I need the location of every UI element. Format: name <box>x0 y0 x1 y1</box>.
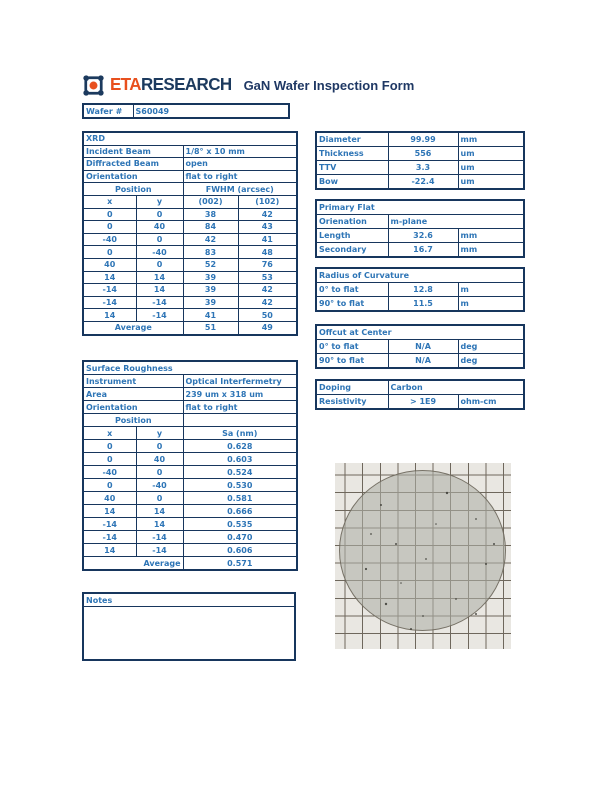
doping-label: Doping <box>316 380 388 395</box>
cell-sa: 0.606 <box>183 544 297 557</box>
doping-table <box>315 379 525 410</box>
cell-x: 0 <box>83 246 136 259</box>
cell-sa: 0.628 <box>183 440 297 453</box>
sr-row <box>83 505 297 518</box>
notes-body <box>83 607 295 661</box>
form-header <box>82 72 414 98</box>
cell-y: 0 <box>136 233 183 246</box>
sr-average-value: 0.571 <box>183 557 297 571</box>
radius-of-curvature-table <box>315 267 525 312</box>
cell-102: 43 <box>238 221 297 234</box>
cell-y: 14 <box>136 518 183 531</box>
xrd-row <box>83 221 297 234</box>
pf-secondary-unit: mm <box>458 243 524 258</box>
xrd-row <box>83 271 297 284</box>
dimension-row <box>316 132 524 147</box>
cell-y: 14 <box>136 505 183 518</box>
cell-002: 83 <box>183 246 238 259</box>
cell-x: 0 <box>83 479 136 492</box>
xrd-row <box>83 258 297 271</box>
cell-y: -14 <box>136 531 183 544</box>
cell-x: 40 <box>83 258 136 271</box>
sr-row <box>83 492 297 505</box>
wafer-number-value: S60049 <box>133 104 289 118</box>
sr-col-x: x <box>83 427 136 440</box>
notes-title: Notes <box>83 593 295 607</box>
cell-y: 14 <box>136 271 183 284</box>
surface-roughness-table <box>82 360 298 571</box>
notes-section <box>82 592 296 661</box>
cell-002: 39 <box>183 284 238 297</box>
bow-unit: um <box>458 175 524 190</box>
sr-row <box>83 479 297 492</box>
instrument-label: Instrument <box>83 375 183 388</box>
cell-002: 39 <box>183 296 238 309</box>
cell-x: 0 <box>83 221 136 234</box>
cell-x: 0 <box>83 453 136 466</box>
roc-0-value: 12.8 <box>388 283 458 297</box>
thickness-label: Thickness <box>316 147 388 161</box>
cell-002: 39 <box>183 271 238 284</box>
cell-sa: 0.666 <box>183 505 297 518</box>
cell-x: 14 <box>83 271 136 284</box>
offcut-90-label: 90° to flat <box>316 354 388 369</box>
sr-orientation-label: Orientation <box>83 401 183 414</box>
cell-x: -40 <box>83 233 136 246</box>
xrd-average-102: 49 <box>238 321 297 334</box>
bow-value: -22.4 <box>388 175 458 190</box>
diameter-label: Diameter <box>316 132 388 147</box>
roc-90-value: 11.5 <box>388 297 458 312</box>
resistivity-label: Resistivity <box>316 395 388 410</box>
cell-x: 0 <box>83 208 136 221</box>
xrd-orientation-value: flat to right <box>183 170 297 183</box>
sr-row <box>83 518 297 531</box>
cell-y: -14 <box>136 296 183 309</box>
wafer-number-label: Wafer # <box>83 104 133 118</box>
cell-102: 42 <box>238 296 297 309</box>
primary-flat-title: Primary Flat <box>316 200 524 215</box>
sr-average-row <box>83 557 297 571</box>
dimensions-table <box>315 131 525 190</box>
cell-sa: 0.470 <box>183 531 297 544</box>
cell-102: 53 <box>238 271 297 284</box>
primary-flat-table <box>315 199 525 258</box>
roc-0-label: 0° to flat <box>316 283 388 297</box>
roc-0-unit: m <box>458 283 524 297</box>
pf-orientation-value: m-plane <box>388 215 524 229</box>
pf-length-unit: mm <box>458 229 524 243</box>
logo-eta-text: ETA <box>110 74 141 95</box>
diffracted-beam-value: open <box>183 158 297 171</box>
xrd-row <box>83 284 297 297</box>
offcut-title: Offcut at Center <box>316 325 524 340</box>
sr-col-y: y <box>136 427 183 440</box>
area-value: 239 um x 318 um <box>183 388 297 401</box>
doping-value: Carbon <box>388 380 524 395</box>
cell-102: 42 <box>238 208 297 221</box>
diameter-unit: mm <box>458 132 524 147</box>
cell-y: 0 <box>136 466 183 479</box>
cell-y: 0 <box>136 440 183 453</box>
offcut-row <box>316 354 524 369</box>
cell-y: 0 <box>136 258 183 271</box>
cell-102: 42 <box>238 284 297 297</box>
cell-x: 14 <box>83 544 136 557</box>
diameter-value: 99.99 <box>388 132 458 147</box>
cell-sa: 0.581 <box>183 492 297 505</box>
cell-002: 38 <box>183 208 238 221</box>
cell-y: -40 <box>136 479 183 492</box>
offcut-0-value: N/A <box>388 340 458 354</box>
bow-label: Bow <box>316 175 388 190</box>
xrd-row <box>83 296 297 309</box>
cell-y: 40 <box>136 453 183 466</box>
cell-x: -14 <box>83 518 136 531</box>
cell-y: -40 <box>136 246 183 259</box>
sr-row <box>83 440 297 453</box>
sr-row <box>83 531 297 544</box>
offcut-0-unit: deg <box>458 340 524 354</box>
sr-position-header: Position <box>83 414 183 427</box>
cell-x: 14 <box>83 309 136 322</box>
cell-sa: 0.535 <box>183 518 297 531</box>
diffracted-beam-label: Diffracted Beam <box>83 158 183 171</box>
cell-x: 0 <box>83 440 136 453</box>
sr-average-label: Average <box>83 557 183 571</box>
cell-y: 40 <box>136 221 183 234</box>
xrd-col-y: y <box>136 195 183 208</box>
cell-x: 40 <box>83 492 136 505</box>
xrd-row <box>83 233 297 246</box>
page-title: GaN Wafer Inspection Form <box>243 77 415 93</box>
sr-position-header-empty <box>183 414 297 427</box>
pf-orientation-label: Orienation <box>316 215 388 229</box>
wafer-specks <box>335 463 511 649</box>
wafer-number-box <box>82 103 290 119</box>
cell-x: 14 <box>83 505 136 518</box>
xrd-position-header: Position <box>83 183 183 196</box>
xrd-average-row <box>83 321 297 334</box>
cell-sa: 0.603 <box>183 453 297 466</box>
xrd-title: XRD <box>83 132 297 145</box>
cell-y: 14 <box>136 284 183 297</box>
area-label: Area <box>83 388 183 401</box>
cell-x: -14 <box>83 296 136 309</box>
cell-102: 50 <box>238 309 297 322</box>
cell-y: -14 <box>136 309 183 322</box>
offcut-table <box>315 324 525 369</box>
offcut-0-label: 0° to flat <box>316 340 388 354</box>
offcut-90-unit: deg <box>458 354 524 369</box>
ttv-value: 3.3 <box>388 161 458 175</box>
xrd-col-x: x <box>83 195 136 208</box>
incident-beam-value: 1/8° x 10 mm <box>183 145 297 158</box>
eta-research-logo-icon <box>82 74 105 97</box>
eta-research-logo-text <box>110 75 232 95</box>
roc-90-label: 90° to flat <box>316 297 388 312</box>
cell-sa: 0.530 <box>183 479 297 492</box>
cell-y: 0 <box>136 492 183 505</box>
primary-flat-row <box>316 229 524 243</box>
cell-002: 84 <box>183 221 238 234</box>
ttv-unit: um <box>458 161 524 175</box>
offcut-row <box>316 340 524 354</box>
pf-length-value: 32.6 <box>388 229 458 243</box>
thickness-value: 556 <box>388 147 458 161</box>
cell-002: 41 <box>183 309 238 322</box>
xrd-orientation-label: Orientation <box>83 170 183 183</box>
sr-orientation-value: flat to right <box>183 401 297 414</box>
resistivity-value: > 1E9 <box>388 395 458 410</box>
xrd-fwhm-header: FWHM (arcsec) <box>183 183 297 196</box>
radius-of-curvature-title: Radius of Curvature <box>316 268 524 283</box>
offcut-90-value: N/A <box>388 354 458 369</box>
primary-flat-row <box>316 243 524 258</box>
pf-secondary-value: 16.7 <box>388 243 458 258</box>
cell-sa: 0.524 <box>183 466 297 479</box>
roc-row <box>316 283 524 297</box>
xrd-col-102: (102) <box>238 195 297 208</box>
sr-row <box>83 466 297 479</box>
dimension-row <box>316 161 524 175</box>
cell-002: 42 <box>183 233 238 246</box>
roc-row <box>316 297 524 312</box>
pf-secondary-label: Secondary <box>316 243 388 258</box>
resistivity-unit: ohm-cm <box>458 395 524 410</box>
dimension-row <box>316 175 524 190</box>
thickness-unit: um <box>458 147 524 161</box>
sr-col-sa: Sa (nm) <box>183 427 297 440</box>
cell-y: 0 <box>136 208 183 221</box>
xrd-table <box>82 131 298 336</box>
xrd-row <box>83 309 297 322</box>
xrd-row <box>83 208 297 221</box>
dimension-row <box>316 147 524 161</box>
instrument-value: Optical Interfermetry <box>183 375 297 388</box>
surface-roughness-title: Surface Roughness <box>83 361 297 375</box>
cell-x: -40 <box>83 466 136 479</box>
ttv-label: TTV <box>316 161 388 175</box>
cell-y: -14 <box>136 544 183 557</box>
xrd-average-002: 51 <box>183 321 238 334</box>
xrd-col-002: (002) <box>183 195 238 208</box>
pf-length-label: Length <box>316 229 388 243</box>
xrd-row <box>83 246 297 259</box>
cell-x: -14 <box>83 284 136 297</box>
cell-102: 48 <box>238 246 297 259</box>
incident-beam-label: Incident Beam <box>83 145 183 158</box>
cell-102: 41 <box>238 233 297 246</box>
xrd-average-label: Average <box>83 321 183 334</box>
sr-row <box>83 544 297 557</box>
roc-90-unit: m <box>458 297 524 312</box>
wafer-photo <box>335 463 511 649</box>
cell-x: -14 <box>83 531 136 544</box>
cell-002: 52 <box>183 258 238 271</box>
logo-research-text: RESEARCH <box>140 74 232 95</box>
sr-row <box>83 453 297 466</box>
cell-102: 76 <box>238 258 297 271</box>
